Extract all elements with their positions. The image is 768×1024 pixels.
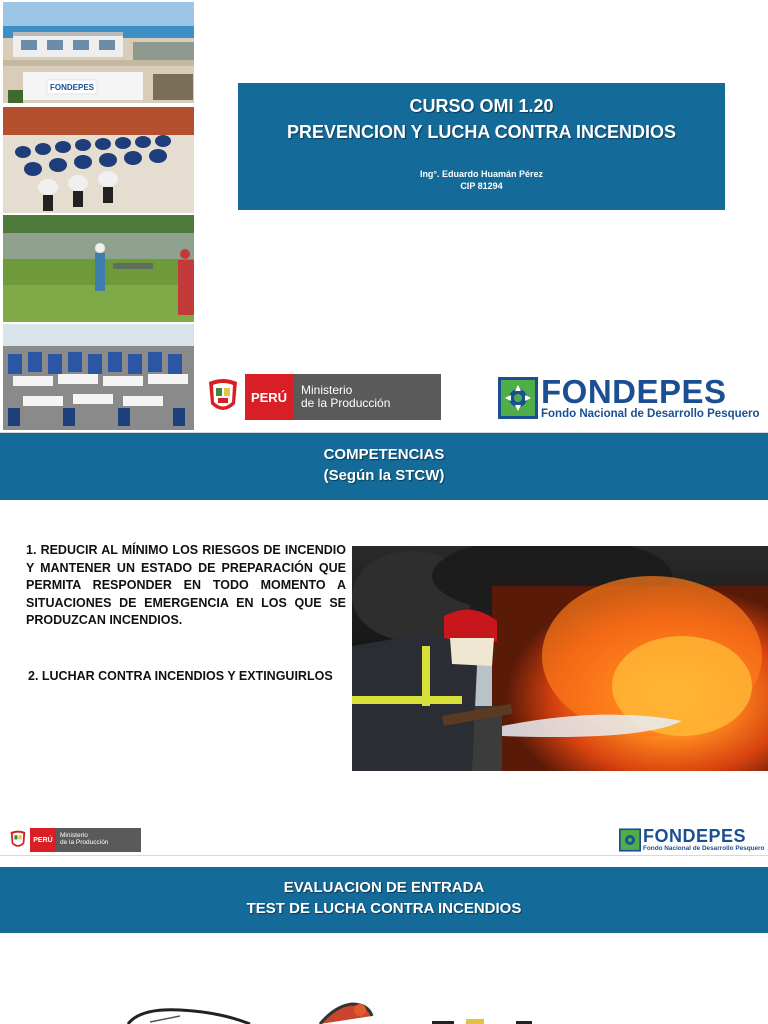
photo-group-banners: [3, 324, 194, 430]
peru-coat-of-arms-icon: [8, 829, 28, 851]
evaluacion-slide: [0, 856, 768, 1024]
peru-coat-of-arms-icon: [205, 376, 241, 418]
clipart-fragment: [466, 1019, 484, 1024]
fondepes-name: FONDEPES: [541, 373, 727, 410]
fondepes-logo-small: [619, 827, 764, 852]
test-illustration-clipart: [120, 996, 400, 1024]
ministry-line2: de la Producción: [301, 396, 391, 410]
title-slide: [0, 0, 768, 432]
author-cip: CIP 81294: [460, 181, 503, 191]
evaluacion-title: EVALUACION DE ENTRADA: [283, 879, 485, 896]
competencias-slide: [0, 433, 768, 855]
ministry-label: [293, 374, 441, 420]
peru-ministry-logo-small: [8, 828, 141, 852]
competency-item-2: 2. LUCHAR CONTRA INCENDIOS Y EXTINGUIRLOS: [28, 669, 333, 683]
peru-ministry-logo: [205, 374, 441, 420]
photo-fieldwork: [3, 215, 194, 322]
author-name: Ing°. Eduardo Huamán Pérez: [419, 169, 544, 179]
photo-fondepes-building: [3, 2, 194, 103]
fondepes-subtitle: Fondo Nacional de Desarrollo Pesquero: [541, 408, 760, 420]
building-sign-text: FONDEPES: [49, 83, 95, 92]
firefighter-photo: [352, 546, 768, 771]
ministry-line1: Ministerio: [301, 383, 353, 398]
fondepes-emblem-icon: [498, 377, 538, 419]
course-title-box: [238, 83, 725, 210]
course-title-line2: PREVENCION Y LUCHA CONTRA INCENDIOS: [286, 122, 677, 142]
fondepes-logo: [498, 375, 760, 421]
peru-label: PERÚ: [245, 374, 293, 420]
competencias-subtitle: (Según la STCW): [323, 467, 445, 484]
fondepes-name-small: FONDEPES: [643, 826, 747, 846]
evaluacion-subtitle: TEST DE LUCHA CONTRA INCENDIOS: [246, 900, 522, 917]
photo-classroom: [3, 107, 194, 213]
ministry-label-small: [56, 828, 141, 852]
ministry-line2-small: de la Producción: [60, 839, 109, 846]
competency-item-1: 1. REDUCIR AL MÍNIMO LOS RIESGOS DE INCENDIO Y MANTENER UN ESTADO DE PREPARACIÓN QUE PERMITA RESPONDER EN TODO MOMENTO A SITUACIONES DE EMERGENCIA EN LOS QUE SE PRODUZCAN INCENDIOS.: [26, 543, 346, 627]
ministry-line1-small: Ministerio: [60, 832, 88, 840]
fondepes-emblem-icon: [619, 828, 641, 852]
course-title-line1: CURSO OMI 1.20: [409, 96, 554, 116]
fondepes-subtitle-small: Fondo Nacional de Desarrollo Pesquero: [643, 845, 765, 852]
competencias-header: [0, 433, 768, 500]
competencias-title: COMPETENCIAS: [323, 446, 445, 463]
evaluacion-header: [0, 867, 768, 933]
peru-label-small: PERÚ: [30, 828, 56, 852]
